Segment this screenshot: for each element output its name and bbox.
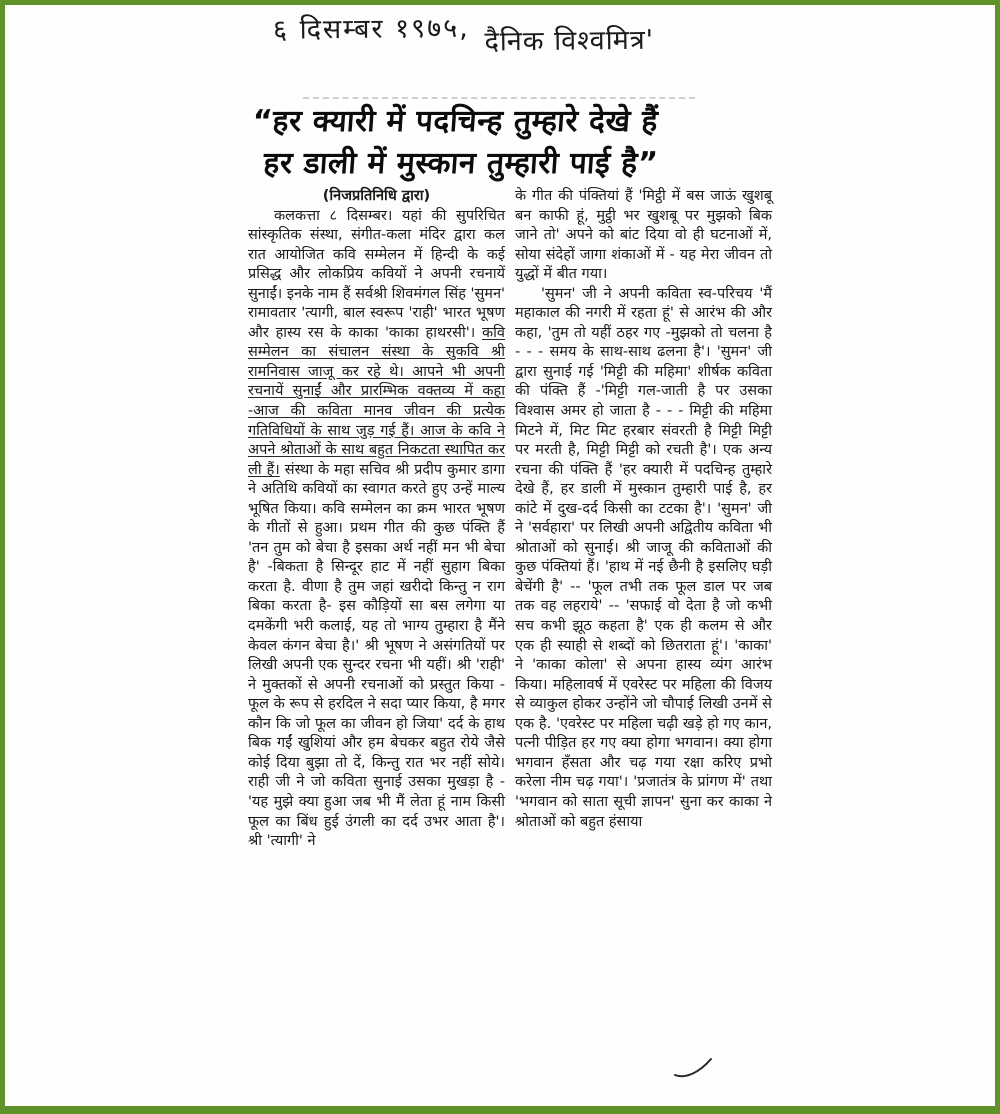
left-paragraph-start: कलकत्ता ८ दिसम्बर। यहां की सुपरिचित सांस्कृतिक संस्था, संगीत-कला मंदिर द्वारा कल रात आयोजित कवि सम्मेलन में हिन्दी के कई प्रसिद्ध और लोकप्रिय कवियों ने अपनी रचनायें सुनाईं। इनके नाम हैं सर्वश्री शिवमंगल सिंह 'सुमन' रामावतार 'त्यागी, बाल स्वरूप 'राही' भारत भूषण और हास्य रस के काका 'काका हाथरसी'। <box>248 207 505 341</box>
byline: (निजप्रतिनिधि द्वारा) <box>322 188 431 204</box>
scan-artifact-dashes <box>303 97 695 99</box>
headline-line-1: “हर क्यारी में पदचिन्ह तुम्हारे देखे हैं <box>251 104 660 139</box>
headline-line-2: हर डाली में मुस्कान तुम्हारी पाई है” <box>262 146 660 181</box>
right-column-paragraph-2: 'सुमन' जी ने अपनी कविता स्व-परिचय 'मैं महाकाल की नगरी में रहता हूं' से आरंभ की और कहा, 'तुम तो यहीं ठहर गए -मुझको तो चलना है - - - समय के साथ-साथ ढलना है'। 'सुमन' जी द्वारा सुनाई गई 'मिट्टी की महिमा' शीर्षक कविता की पंक्ति हैं -'मिट्टी गल-जाती है पर उसका विश्वास अमर हो जाता है - - - मिट्टी की महिमा मिटने में, मिट मिट हरबार संवरती है मिट्टी मिट्टी पर मरती है, मिट्टी मिट्टी को रचती है'। एक अन्य रचना की पंक्ति हैं 'हर क्यारी में पदचिन्ह तुम्हारे देखे हैं, हर डाली में मुस्कान तुम्हारी पाई है, हर कांटे में दुख-दर्द किसी का टटका है'। 'सुमन' जी ने 'सर्वहारा' पर लिखी अपनी अद्वितीय कविता भी श्रोताओं को सुनाई। श्री जाजू की कविताओं की कुछ पंक्तियां हैं। 'हाथ में नई छैनी है इसलिए घड़ी बेचेंगी है' -- 'फूल तभी तक फूल डाल पर जब तक वह लहराये' -- 'सफाई वो देता है जो कभी सच कभी झूठ कहता है' एक ही कलम से और एक ही स्याही से शब्दों को छितराता हूं'। 'काका' ने 'काका कोला' से अपना हास्य व्यंग आरंभ किया। महिलावर्ष में एवरेस्ट पर महिला की विजय से व्याकुल होकर उन्होंने जो चौपाई लिखी उनमें से एक है. 'एवरेस्ट पर महिला चढ़ी खड़े हो गए कान, पत्नी पीड़ित हर गए क्या होगा भगवान। क्या होगा भगवान हँसता और चढ़ गया रक्षा करिए प्रभो करेला नीम चढ़ गया'। 'प्रजातंत्र के प्रांगण में' तथा 'भगवान को साता सूची ज्ञापन' सुना कर काका ने श्रोताओं को बहुत हंसाया <box>515 285 772 830</box>
handwritten-publication-name: दैनिक विश्वमित्र' <box>484 24 655 58</box>
left-column <box>248 187 505 852</box>
left-column-paragraph <box>248 207 505 852</box>
handwritten-date: ६ दिसम्बर १९७५, <box>272 12 470 46</box>
hand-underlined-passage: कवि सम्मेलन का संचालन संस्था के सुकवि श्री रामनिवास जाजू कर रहे थे। आपने भी अपनी रचनायें सुनाईं और प्रारम्भिक वक्तव्य में कहा -आज की कविता मानव जीवन की प्रत्येक गतिविधियों के साथ जुड़ गई हैं। आज के कवि ने अपने श्रोताओं के साथ बहुत निकटता स्थापित कर ली हैं। <box>248 324 505 478</box>
pen-mark-swoosh <box>673 1055 713 1081</box>
right-column <box>515 187 772 852</box>
handwritten-annotation <box>272 10 793 58</box>
article-body <box>248 187 772 852</box>
left-paragraph-end: संस्था के महा सचिव श्री प्रदीप कुमार डागा ने अतिथि कवियों का स्वागत करते हुए उन्हें माल्य भूषित किया। कवि सम्मेलन का क्रम भारत भूषण के गीतों से हुआ। प्रथम गीत की कुछ पंक्ति हैं 'तन तुम को बेचा है इसका अर्थ नहीं मन भी बेचा है' -बिकता है सिन्दूर हाट में नहीं सुहाग बिका करता है. वीणा है तुम जहां खरीदो किन्तु न राग बिका करता है- इस कौड़ियों सा बस लगेगा या दमकेंगी भरी कलाई, यह तो भाग्य तुम्हारा है मैंने केवल कंगन बेचा है।' श्री भूषण ने असंगतियों पर लिखी अपनी एक सुन्दर रचना भी यहीं। श्री 'राही' ने मुक्तकों से अपनी रचनाओं को प्रस्तुत किया - फूल के रूप से हरदिल ने सदा प्यार किया, है मगर कौन कि जो फूल का जीवन हो जिया' दर्द के हाथ बिक गईं खुशियां और हम बेचकर बहुत रोये जैसे कोई दिया बुझा तो दें, किन्तु रात भर नहीं सोये। राही जी ने जो कविता सुनाई उसका मुखड़ा है - 'यह मुझे क्या हुआ जब भी मैं लेता हूं नाम किसी फूल का बिंध हुई उंगली का दर्द उभर आता है'। श्री 'त्यागी' ने <box>248 461 505 850</box>
right-column-paragraph-1: के गीत की पंक्तियां हैं 'मिट्ठी में बस जाऊं खुशबू बन काफी हूं, मुट्ठी भर खुशबू पर मुझको बिक जाने तो' अपने को बांट दिया वो ही घटनाओं में, सोया संदेहों जागा शंकाओं में - यह मेरा जीवन तो युद्धों में बीत गया। <box>515 188 772 283</box>
article-headline <box>248 101 810 185</box>
